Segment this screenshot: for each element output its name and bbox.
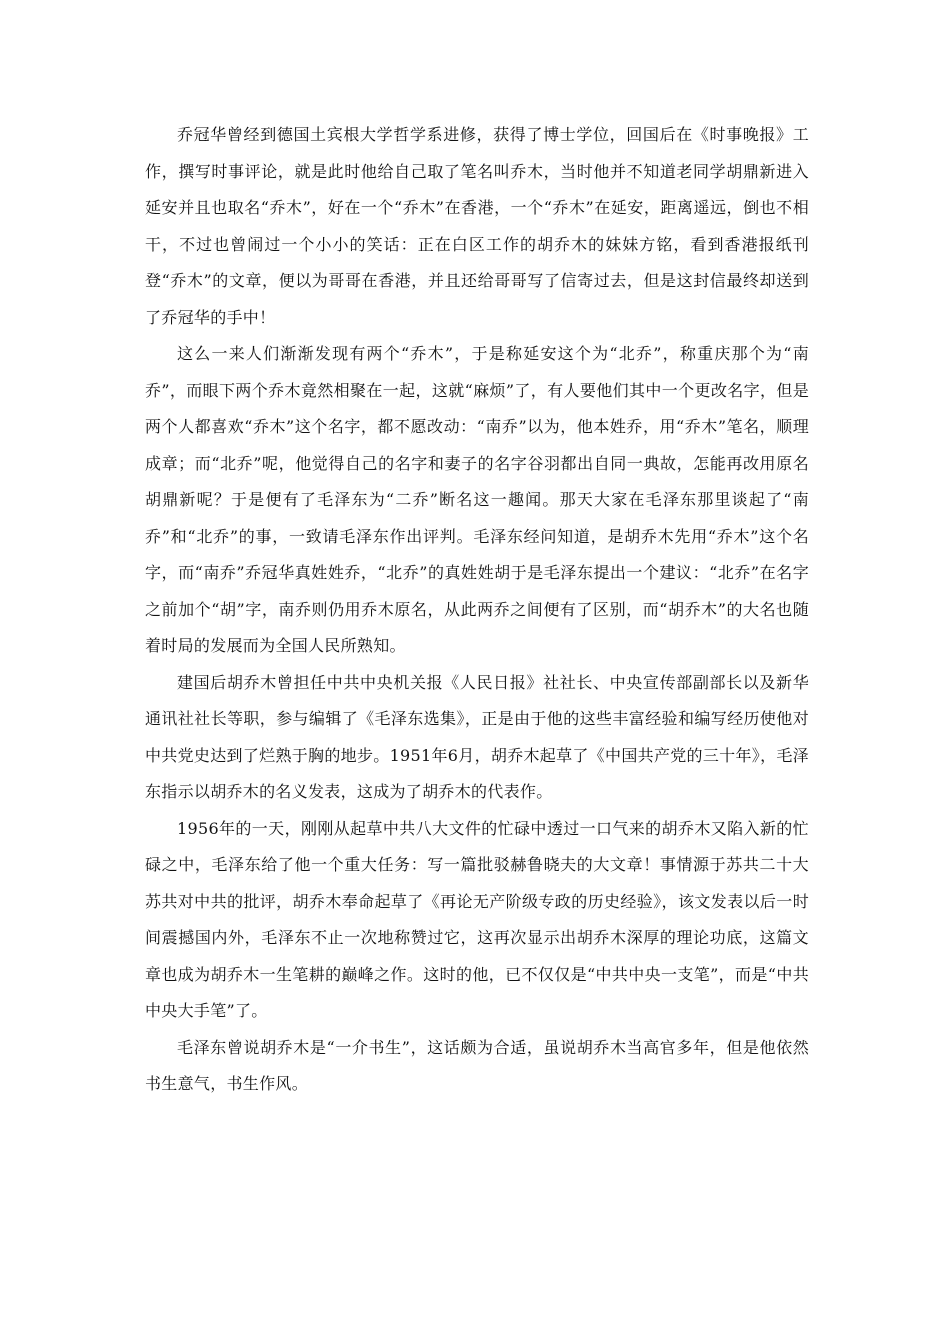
paragraph-north-south-qiao: 这么一来人们渐渐发现有两个“乔木”，于是称延安这个为“北乔”，称重庆那个为“南乔”，而眼下两个乔木竟然相聚在一起，这就“麻烦”了，有人要他们其中一个更改名字，但是两个人都喜欢“乔木”这个名字，都不愿改动：“南乔”以为，他本姓乔，用“乔木”笔名，顺理成章；而“北乔”呢，他觉得自己的名字和妻子的名字谷羽都出自同一典故，怎能再改用原名胡鼎新呢？于是便有了毛泽东为“二乔”断名这一趣闻。那天大家在毛泽东那里谈起了“南乔”和“北乔”的事，一致请毛泽东作出评判。毛泽东经问知道，是胡乔木先用“乔木”这个名字，而“南乔”乔冠华真姓姓乔，“北乔”的真姓姓胡于是毛泽东提出一个建议：“北乔”在名字之前加个“胡”字，南乔则仍用乔木原名，从此两乔之间便有了区别，而“胡乔木”的大名也随着时局的发展而为全国人民所熟知。 [145, 344, 809, 655]
paragraph-qiao-guanhua-background: 乔冠华曾经到德国土宾根大学哲学系进修，获得了博士学位，回国后在《时事晚报》工作，撰写时事评论，就是此时他给自己取了笔名叫乔木，当时他并不知道老同学胡鼎新进入延安并且也取名“乔木”，好在一个“乔木”在香港，一个“乔木”在延安，距离遥远，倒也不相干，不过也曾闹过一个小小的笑话：正在白区工作的胡乔木的妹妹方铭，看到香港报纸刊登“乔木”的文章，便以为哥哥在香港，并且还给哥哥写了信寄过去，但是这封信最终却送到了乔冠华的手中！ [145, 125, 809, 327]
paragraph-scholar-remark: 毛泽东曾说胡乔木是“一介书生”，这话颇为合适，虽说胡乔木当高官多年，但是他依然书生意气，书生作风。 [145, 1037, 809, 1093]
paragraph-post-1949-career: 建国后胡乔木曾担任中共中央机关报《人民日报》社社长、中央宣传部副部长以及新华通讯社社长等职，参与编辑了《毛泽东选集》，正是由于他的这些丰富经验和编写经历使他对中共党史达到了烂熟于胸的地步。1951年6月，胡乔木起草了《中国共产党的三十年》，毛泽东指示以胡乔木的名义发表，这成为了胡乔木的代表作。 [145, 672, 809, 801]
article-body [145, 117, 809, 1103]
paragraph-1956-assignment: 1956年的一天，刚刚从起草中共八大文件的忙碌中透过一口气来的胡乔木又陷入新的忙碌之中，毛泽东给了他一个重大任务：写一篇批驳赫鲁晓夫的大文章！事情源于苏共二十大苏共对中共的批评，胡乔木奉命起草了《再论无产阶级专政的历史经验》，该文发表以后一时间震撼国内外，毛泽东不止一次地称赞过它，这再次显示出胡乔木深厚的理论功底，这篇文章也成为胡乔木一生笔耕的巅峰之作。这时的他，已不仅仅是“中共中央一支笔”，而是“中共中央大手笔”了。 [145, 818, 809, 1020]
